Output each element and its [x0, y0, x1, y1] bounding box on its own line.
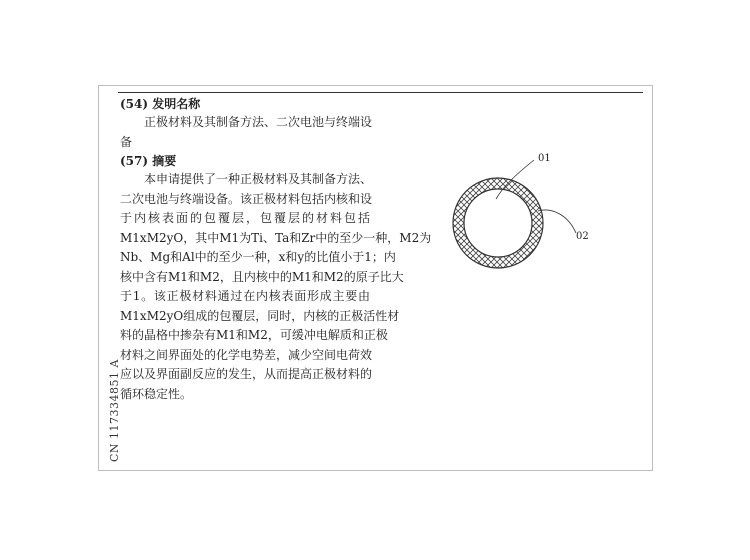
abstract-line-11: 应以及界面副反应的发生，从而提高正极材料的 [120, 367, 373, 381]
abstract-line-9: 料的晶格中掺杂有M1和M2，可缓冲电解质和正极 [120, 328, 388, 342]
invention-title-label: (54) 发明名称 [120, 97, 201, 111]
abstract-line-3: 于内核表面的包覆层，包覆层的材料包括 [120, 211, 370, 225]
abstract-label: (57) 摘要 [120, 154, 177, 168]
invention-title-line-1: 正极材料及其制备方法、二次电池与终端设 [144, 115, 373, 129]
patent-number: CN 117334851 A [108, 359, 121, 462]
label-02: 02 [576, 231, 589, 242]
leader-line-02 [538, 210, 576, 233]
abstract-line-8: M1xM2yO组成的包覆层，同时，内核的正极活性材 [120, 308, 400, 323]
abstract-line-6: 核中含有M1和M2，且内核中的M1和M2的原子比大 [120, 269, 404, 284]
abstract-line-4: M1xM2yO，其中M1为Ti、Ta和Zr中的至少一种，M2为 [120, 230, 432, 245]
abstract-line-12: 循环稳定性。 [120, 386, 193, 401]
inner-core [464, 189, 532, 257]
abstract-line-5: Nb、Mg和Al中的至少一种，x和y的比值小于1；内 [120, 250, 396, 264]
abstract-line-10: 材料之间界面处的化学电势差，减少空间电荷效 [120, 347, 373, 362]
abstract-line-1: 本申请提供了一种正极材料及其制备方法、 [144, 172, 373, 186]
label-01: 01 [538, 153, 551, 164]
abstract-line-7: 于1。该正极材料通过在内核表面形成主要由 [120, 289, 370, 303]
bibliographic-text [120, 95, 432, 404]
particle-diagram [440, 145, 600, 275]
header-rule [118, 92, 643, 93]
invention-title-line-2: 备 [120, 134, 133, 149]
abstract-line-2: 二次电池与终端设备。该正极材料包括内核和设 [120, 191, 373, 206]
coated-particle-figure [440, 145, 600, 275]
